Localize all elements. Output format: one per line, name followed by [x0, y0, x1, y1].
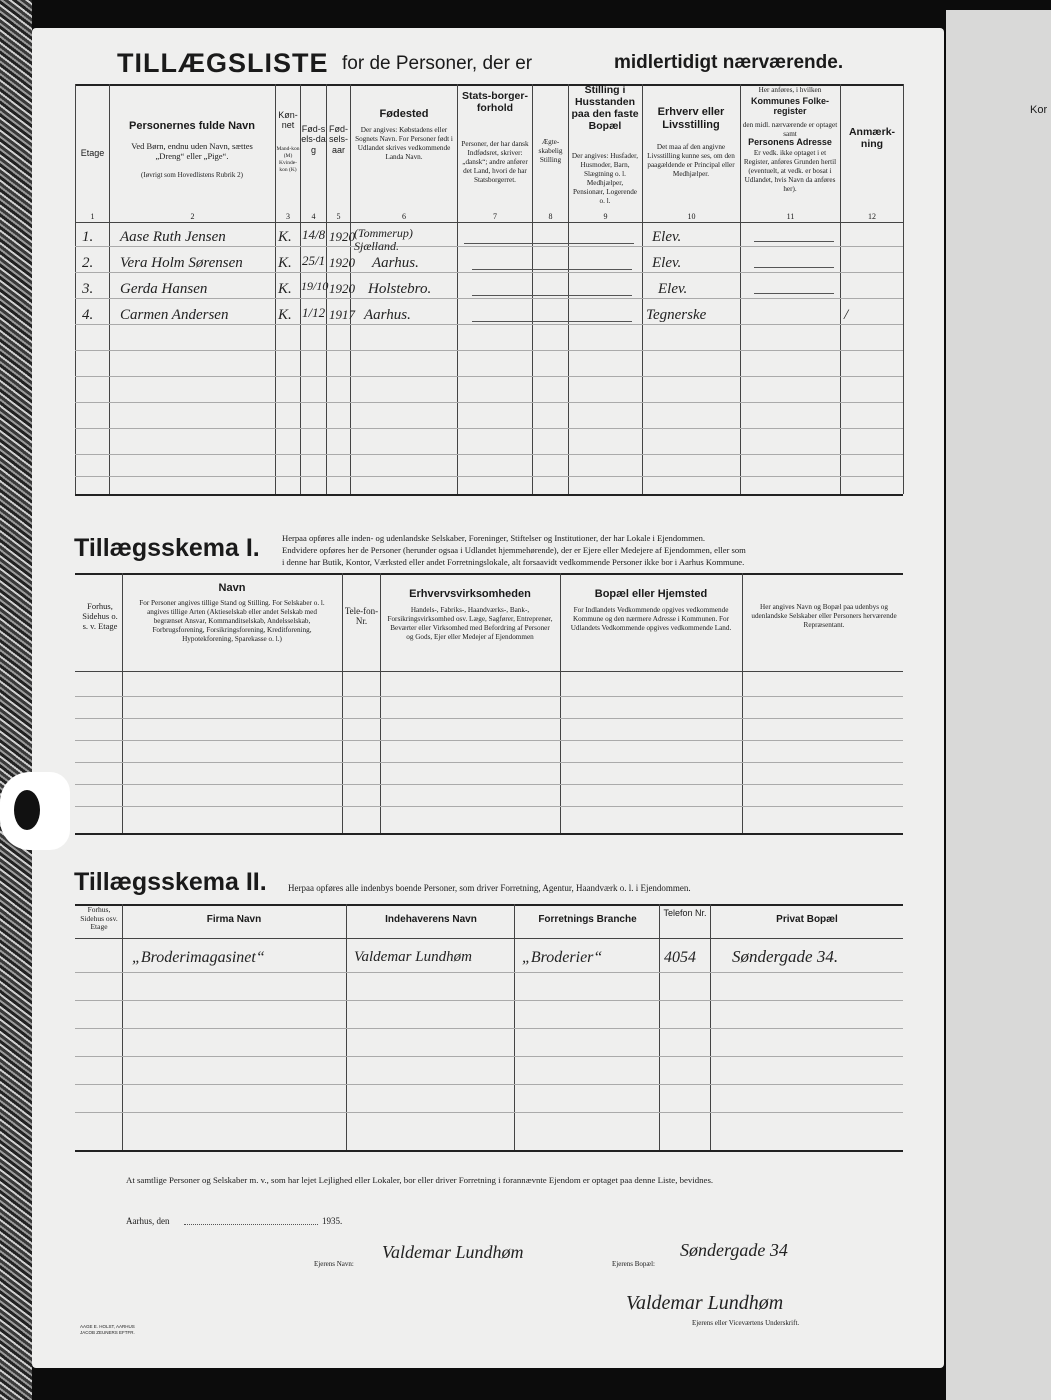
t1-header-erhverv-note: Det maa af den angivne Livsstilling kunne ses, om den paagældende er Principal eller Medhjælper.: [647, 143, 735, 178]
table-row-aar: 1920: [329, 229, 355, 244]
t1-header-reg-mid: den midl. nærværende er optaget samt: [742, 121, 838, 138]
t1-colnum: 12: [868, 212, 876, 221]
schema2-header-indehaver: Indehaverens Navn: [385, 914, 477, 925]
t1-header-stats-note: Personer, der har dansk Indfødsret, skriver: „dansk“; andre anfører det Land, hvori de har Statsborgerret.: [461, 140, 529, 184]
t1-header-stats: Stats-borger-forhold: [462, 90, 528, 115]
table-row-fodested: (Tommerup) Sjælland.: [354, 226, 413, 254]
table-row-fodested: Aarhus.: [364, 307, 411, 323]
table-row-fodested: Aarhus.: [372, 255, 419, 271]
table-row-dag: 1/12: [302, 305, 326, 320]
footer-place: Aarhus, den: [126, 1216, 170, 1226]
t1-header-navn-note: (Iøvrigt som Hovedlistens Rubrik 2): [141, 171, 243, 179]
schema1-header-navn: Navn: [218, 582, 246, 594]
table-row-navn: Carmen Andersen: [120, 307, 229, 323]
form-title: TILLÆGSLISTE: [117, 48, 329, 78]
t1-header-fodested-note: Der angives: Købstadens eller Sognets Navn. For Personer født i Udlandet skrives vedkommende Landa Navn.: [355, 126, 453, 161]
table-row-dag: 25/1: [302, 253, 326, 268]
printer-mark: AAGE E. HOLST, AARHUS JACOB ZEUNERS EFTFR.: [80, 1324, 135, 1335]
t1-header-erhverv: Erhverv eller Livsstilling: [657, 106, 725, 131]
footer-statement: At samtlige Personer og Selskaber m. v., som har lejet Lejlighed eller Lokaler, bor eller driver Forretning i forannævnte Ejendom er optaget paa denne Liste, bevidnes.: [126, 1175, 714, 1185]
schema1-header-navn-note: For Personer angives tillige Stand og Stilling. For Selskaber o. l. angives tillige Arten (Aktieselskab eller andet Selskab med begrænset Ansvar, Kommanditselskab, Andelsselskab, Forbrugsforening, Forsikringsforening, Kreditforening, Hypotekforening, Sparekasse o. l.): [139, 599, 325, 643]
t1-colnum: 7: [493, 212, 497, 221]
schema1-header-erhverv: Erhvervsvirksomheden: [409, 588, 531, 600]
t1-header-navn-sub: Ved Børn, endnu uden Navn, sættes „Dreng“ eller „Pige“.: [131, 141, 253, 161]
owner-name-label: Ejerens Navn:: [314, 1260, 354, 1268]
t1-colnum: 10: [687, 212, 696, 221]
table-row-kon: K.: [278, 255, 292, 271]
t1-header-dag: Fød-sels-dag: [301, 124, 326, 155]
t1-colnum: 5: [336, 212, 341, 221]
book-spine: [0, 0, 32, 1400]
owner-name-value: Valdemar Lundhøm: [382, 1242, 524, 1262]
schema2-header-bopael: Privat Bopæl: [776, 914, 838, 925]
table-row-anm: /: [844, 307, 849, 323]
t1-header-aar: Fød-sels-aar: [328, 124, 348, 155]
table-row-etage: 1.: [82, 229, 94, 245]
t1-header-aegte: Ægte-skabelig Stilling: [538, 138, 563, 164]
t1-header-navn: Personernes fulde Navn: [129, 120, 255, 132]
adjacent-page-text: Kor: [1030, 104, 1048, 116]
table-row-fodested: Holstebro.: [368, 281, 432, 297]
schema2-row-indehaver: Valdemar Lundhøm: [354, 949, 472, 965]
owner-address-value: Søndergade 34: [680, 1240, 788, 1260]
t1-colnum: 8: [548, 212, 553, 221]
footer-year: 1935.: [322, 1216, 343, 1226]
table-row-aar: 1920: [329, 281, 355, 296]
table-row-navn: Vera Holm Sørensen: [120, 255, 243, 271]
schema1-header-erhverv-note: Handels-, Fabriks-, Haandværks-, Bank-, Forsikringsvirksomhed osv. Læge, Sagfører, Entreprenør, Beværter eller Virksomhed med Befordring af Personer og Gods, Ejer eller Medejer af Ejendommen: [387, 606, 553, 641]
signature-label: Ejerens eller Viceværtens Underskrift.: [692, 1319, 800, 1327]
table-row-etage: 2.: [82, 255, 94, 271]
t1-header-stilling: Stilling i Husstanden paa den faste Bopæl: [571, 84, 639, 133]
schema2-row-telefon: 4054: [664, 949, 696, 966]
t1-header-reg-top: Her anføres, i hvilken: [758, 86, 822, 94]
table-row-aar: 1917: [329, 307, 355, 322]
table-row-erhverv: Elev.: [658, 281, 688, 297]
schema1-header-repr: Her angives Navn og Bopæl paa udenbys og udenlandske Selskaber eller Personers herværende Repræsentant.: [751, 603, 897, 629]
binding-hole: [14, 790, 40, 830]
table-row-etage: 4.: [82, 307, 94, 323]
table-row-dag: 14/8: [302, 227, 326, 242]
table-row-navn: Gerda Hansen: [120, 281, 208, 297]
schema1-header-tlf: Tele-fon-Nr.: [344, 606, 379, 627]
schema1-desc-2: Endvidere opføres her de Personer (herunder ogsaa i Udlandet hjemmehørende), der er Ejere eller Medejere af Ejendommen, eller som: [282, 545, 746, 555]
table-row-erhverv: Tegnerske: [646, 307, 707, 323]
t1-header-etage: Etage: [80, 148, 105, 158]
adjacent-page: [946, 10, 1051, 1400]
table-row-aar: 1920: [329, 255, 355, 270]
t1-header-reg-note: Er vedk. ikke optaget i et Register, anføres Grunden hertil (eventuelt, at vedk. er bosat i Udlandet, hvis Navn da anføres her).: [743, 149, 837, 193]
t1-colnum: 6: [402, 212, 406, 221]
form-page: [32, 28, 944, 1368]
form-title-bold: midlertidigt nærværende.: [614, 52, 844, 73]
t1-header-reg: Kommunes Folke-register: [750, 96, 829, 117]
schema1-desc-1: Herpaa opføres alle inden- og udenlandske Selskaber, Foreninger, Stiftelser og Institutioner, der har Lokale i Ejendommen.: [282, 533, 706, 543]
t1-colnum: 3: [286, 212, 290, 221]
t1-colnum: 11: [786, 212, 795, 221]
schema2-header-forhus: Forhus, Sidehus osv. Etage: [80, 905, 118, 932]
schema2-title: Tillægsskema II.: [74, 868, 267, 896]
schema2-row-firma: „Broderimagasinet“: [132, 949, 265, 966]
t1-header-anm: Anmærk-ning: [848, 126, 896, 151]
table-row-etage: 3.: [82, 281, 94, 297]
t1-header-stilling-note: Der angives: Husfader, Husmoder, Barn, Slægtning o. l. Medhjælper, Pensionær, Logerende o. l.: [571, 152, 639, 205]
table-row-navn: Aase Ruth Jensen: [120, 229, 226, 245]
table-row-kon: K.: [278, 281, 292, 297]
schema2-row-branche: „Broderier“: [522, 949, 603, 966]
table-row-kon: K.: [278, 307, 292, 323]
schema1-header-bopael-note: For Indlandets Vedkommende opgives vedkommende Kommune og den nærmere Adresse i Kommunen. For Udlandets Vedkommende opgives vedkommende Land.: [570, 606, 732, 632]
table-row-erhverv: Elev.: [652, 229, 682, 245]
schema1-desc-3: i denne har Butik, Kontor, Værksted eller andet Forretningslokale, alt forsaavidt vedkommende Personer ikke bor i Aarhus Kommune.: [282, 557, 745, 567]
table-row-kon: K.: [278, 229, 292, 245]
schema2-row-bopael: Søndergade 34.: [732, 947, 839, 966]
schema1-header-forhus: Forhus, Sidehus o. s. v. Etage: [82, 601, 118, 631]
form-title-rest: for de Personer, der er: [342, 53, 533, 74]
owner-signature: Valdemar Lundhøm: [626, 1292, 784, 1314]
table-row-erhverv: Elev.: [652, 255, 682, 271]
schema2-desc: Herpaa opføres alle indenbys boende Personer, som driver Forretning, Agentur, Haandværk o. l. i Ejendommen.: [288, 883, 691, 893]
t1-colnum: 1: [90, 212, 95, 221]
t1-header-fodested: Fødested: [379, 108, 429, 120]
schema2-header-branche: Forretnings Branche: [538, 914, 637, 925]
t1-header-kon-note: Mand-kon (M) Kvinde-kon (K): [276, 146, 300, 173]
t1-colnum: 4: [311, 212, 316, 221]
t1-header-kon: Køn-net: [278, 110, 298, 131]
schema2-header-telefon: Telefon Nr.: [663, 908, 707, 918]
schema1-title: Tillægsskema I.: [74, 534, 260, 562]
t1-header-reg-adr: Personens Adresse: [748, 137, 832, 147]
table-row-dag: 19/10: [301, 279, 329, 293]
schema1-header-bopael: Bopæl eller Hjemsted: [594, 588, 708, 600]
schema2-header-firma: Firma Navn: [206, 914, 262, 925]
t1-colnum: 2: [190, 212, 195, 221]
t1-colnum: 9: [603, 212, 608, 221]
owner-address-label: Ejerens Bopæl:: [612, 1260, 655, 1268]
